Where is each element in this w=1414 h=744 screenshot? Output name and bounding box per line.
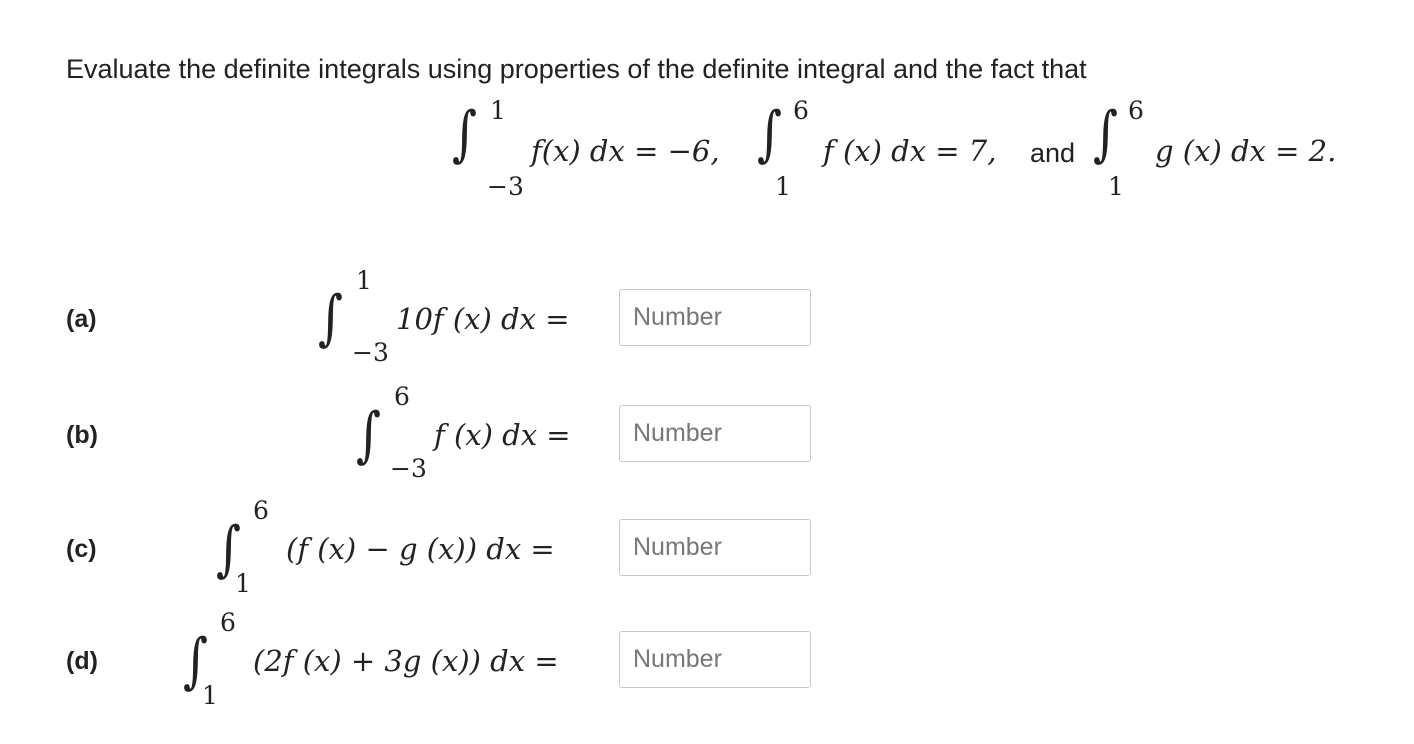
upper-limit: 6 — [253, 496, 269, 525]
integrand: f(x) dx = −6, — [531, 134, 720, 168]
upper-limit: 6 — [394, 382, 410, 411]
integral-sign-icon: ∫ — [452, 99, 478, 169]
upper-limit: 6 — [1128, 96, 1144, 125]
answer-input-a[interactable] — [619, 289, 811, 346]
integral-sign-icon: ∫ — [757, 99, 783, 169]
integrand: (f (x) − g (x)) dx = — [286, 532, 555, 566]
integrand: g (x) dx = 2. — [1155, 134, 1337, 168]
answer-input-c[interactable] — [619, 519, 811, 576]
lower-limit: −3 — [390, 454, 427, 483]
upper-limit: 1 — [490, 96, 506, 125]
answer-input-d[interactable] — [619, 631, 811, 688]
conjunction-and: and — [1030, 138, 1076, 168]
integral-sign-icon: ∫ — [318, 283, 344, 353]
integrand: (2f (x) + 3g (x)) dx = — [253, 644, 559, 678]
integrand: 10f (x) dx = — [396, 302, 570, 336]
integral-sign-icon: ∫ — [216, 514, 242, 584]
integral-sign-icon: ∫ — [183, 626, 209, 696]
lower-limit: 1 — [1108, 172, 1124, 201]
problem-prompt: Evaluate the definite integrals using properties of the definite integral and the fact that — [66, 54, 1087, 84]
part-label: (c) — [66, 535, 97, 563]
upper-limit: 6 — [793, 96, 809, 125]
part-label: (b) — [66, 421, 98, 449]
answer-input-b[interactable] — [619, 405, 811, 462]
integral-sign-icon: ∫ — [1093, 99, 1119, 169]
integrand: f (x) dx = — [434, 418, 571, 452]
integral-sign-icon: ∫ — [356, 400, 382, 470]
lower-limit: 1 — [235, 569, 251, 598]
part-label: (d) — [66, 647, 98, 675]
upper-limit: 1 — [356, 266, 372, 295]
lower-limit: 1 — [775, 172, 791, 201]
integrand: f (x) dx = 7, — [823, 134, 997, 168]
lower-limit: −3 — [352, 338, 389, 367]
upper-limit: 6 — [220, 608, 236, 637]
lower-limit: 1 — [202, 681, 218, 710]
lower-limit: −3 — [487, 172, 524, 201]
part-label: (a) — [66, 305, 97, 333]
